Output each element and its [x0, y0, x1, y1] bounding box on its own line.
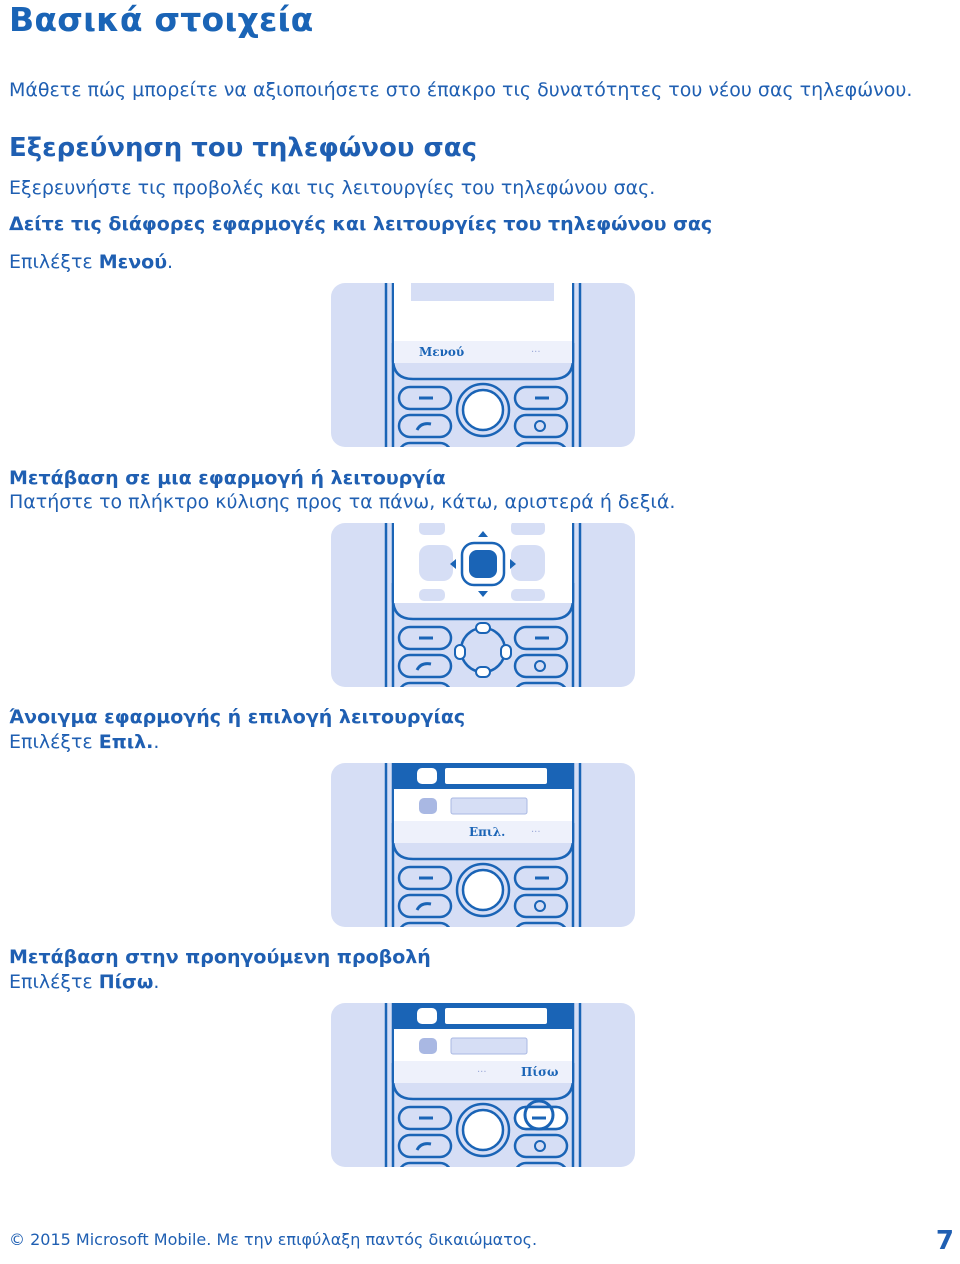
svg-text:···: ···	[531, 347, 541, 358]
step-1-heading: Δείτε τις διάφορες εφαρμογές και λειτουργίες του τηλεφώνου σας	[9, 213, 713, 235]
navi-key-icon	[463, 390, 503, 430]
step-3-text: Επιλέξτε Επιλ..	[9, 731, 160, 753]
svg-text:···: ···	[531, 827, 541, 838]
copyright-footer: © 2015 Microsoft Mobile. Με την επιφύλαξη παντός δικαιώματος.	[9, 1230, 538, 1249]
step-2-text: Πατήστε το πλήκτρο κύλισης προς τα πάνω, κάτω, αριστερά ή δεξιά.	[9, 491, 676, 513]
phone-illustration-back	[331, 1003, 635, 1167]
page-number: 7	[935, 1226, 954, 1256]
navi-key-icon	[463, 1110, 503, 1150]
menu-keyword: Μενού	[98, 251, 168, 273]
phone-illustration-menu	[331, 283, 635, 447]
step-4-heading: Μετάβαση στην προηγούμενη προβολή	[9, 946, 431, 968]
step-2-heading: Μετάβαση σε μια εφαρμογή ή λειτουργία	[9, 467, 446, 489]
softkey-label-select: Επιλ.	[469, 825, 506, 839]
step-3-heading: Άνοιγμα εφαρμογής ή επιλογή λειτουργίας	[9, 706, 466, 728]
navi-key-icon	[463, 870, 503, 910]
back-keyword: Πίσω	[98, 971, 154, 993]
svg-text:···: ···	[477, 1067, 487, 1078]
softkey-label-back: Πίσω	[521, 1065, 559, 1079]
step-1-text: Επιλέξτε Μενού.	[9, 251, 174, 273]
phone-illustration-scroll	[331, 523, 635, 687]
step-4-text: Επιλέξτε Πίσω.	[9, 971, 160, 993]
page-title: Βασικά στοιχεία	[9, 0, 314, 39]
select-keyword: Επιλ.	[98, 731, 154, 753]
intro-text: Μάθετε πώς μπορείτε να αξιοποιήσετε στο έπακρο τις δυνατότητες του νέου σας τηλεφώνου.	[9, 79, 913, 101]
softkey-label-menu: Μενού	[419, 345, 465, 359]
navi-key-icon	[469, 550, 497, 578]
phone-illustration-select	[331, 763, 635, 927]
section-text: Εξερευνήστε τις προβολές και τις λειτουργίες του τηλεφώνου σας.	[9, 177, 656, 199]
section-heading: Εξερεύνηση του τηλεφώνου σας	[9, 133, 477, 163]
